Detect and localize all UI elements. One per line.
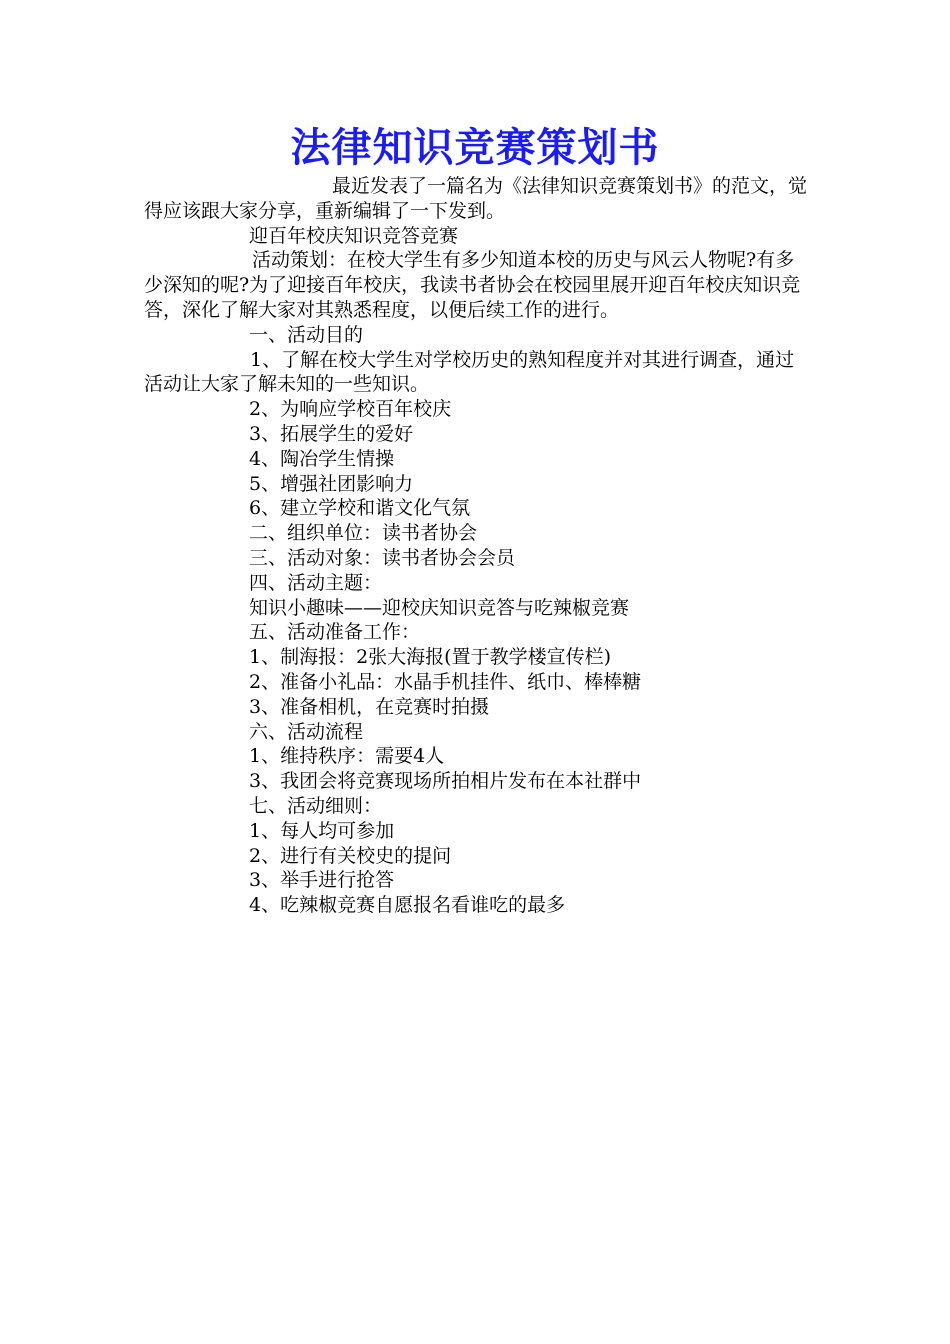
preparation-item-3: 3、准备相机，在竞赛时拍摄: [249, 695, 490, 718]
preparation-item-1: 1、制海报：2张大海报(置于教学楼宣传栏): [249, 646, 612, 669]
purpose-item-3: 3、拓展学生的爱好: [249, 422, 414, 445]
process-item-1: 1、维持秩序：需要4人: [249, 745, 445, 768]
section-heading-purpose: 一、活动目的: [249, 323, 364, 346]
purpose-item-5: 5、增强社团影响力: [249, 472, 414, 495]
section-theme-heading: 四、活动主题：: [249, 571, 383, 594]
event-name: 迎百年校庆知识竞答竞赛: [249, 224, 459, 247]
rules-item-1: 1、每人均可参加: [249, 819, 395, 842]
theme-text: 知识小趣味——迎校庆知识竞答与吃辣椒竞赛: [249, 596, 630, 619]
purpose-item-2: 2、为响应学校百年校庆: [249, 398, 452, 421]
rules-item-2: 2、进行有关校史的提问: [249, 844, 452, 867]
purpose-item-6: 6、建立学校和谐文化气氛: [249, 497, 471, 520]
document-title: 法律知识竞赛策划书: [290, 124, 660, 171]
preparation-item-2: 2、准备小礼品：水晶手机挂件、纸巾、棒棒糖: [249, 670, 642, 693]
section-preparation-heading: 五、活动准备工作：: [249, 621, 421, 644]
intro-paragraph: 最近发表了一篇名为《法律知识竞赛策划书》的范文，觉得应该跟大家分享，重新编辑了一下发到。: [144, 175, 808, 222]
document-body: [144, 174, 808, 918]
rules-item-4: 4、吃辣椒竞赛自愿报名看谁吃的最多: [249, 894, 566, 917]
purpose-item-4: 4、陶冶学生情操: [249, 447, 395, 470]
section-organizer: 二、组织单位：读书者协会: [249, 522, 478, 545]
section-process-heading: 六、活动流程: [249, 720, 364, 743]
section-audience: 三、活动对象：读书者协会会员: [249, 546, 516, 569]
process-item-3: 3、我团会将竞赛现场所拍相片发布在本社群中: [249, 770, 642, 793]
section-rules-heading: 七、活动细则：: [249, 794, 383, 817]
planning-paragraph: 活动策划：在校大学生有多少知道本校的历史与风云人物呢?有多少深知的呢?为了迎接百年校庆，我读书者协会在校园里展开迎百年校庆知识竞答，深化了解大家对其熟悉程度，以便后续工作的进行。: [144, 249, 801, 321]
purpose-item-1: 1、了解在校大学生对学校历史的熟知程度并对其进行调查，通过活动让大家了解未知的一些知识。: [144, 348, 795, 396]
rules-item-3: 3、举手进行抢答: [249, 869, 395, 892]
